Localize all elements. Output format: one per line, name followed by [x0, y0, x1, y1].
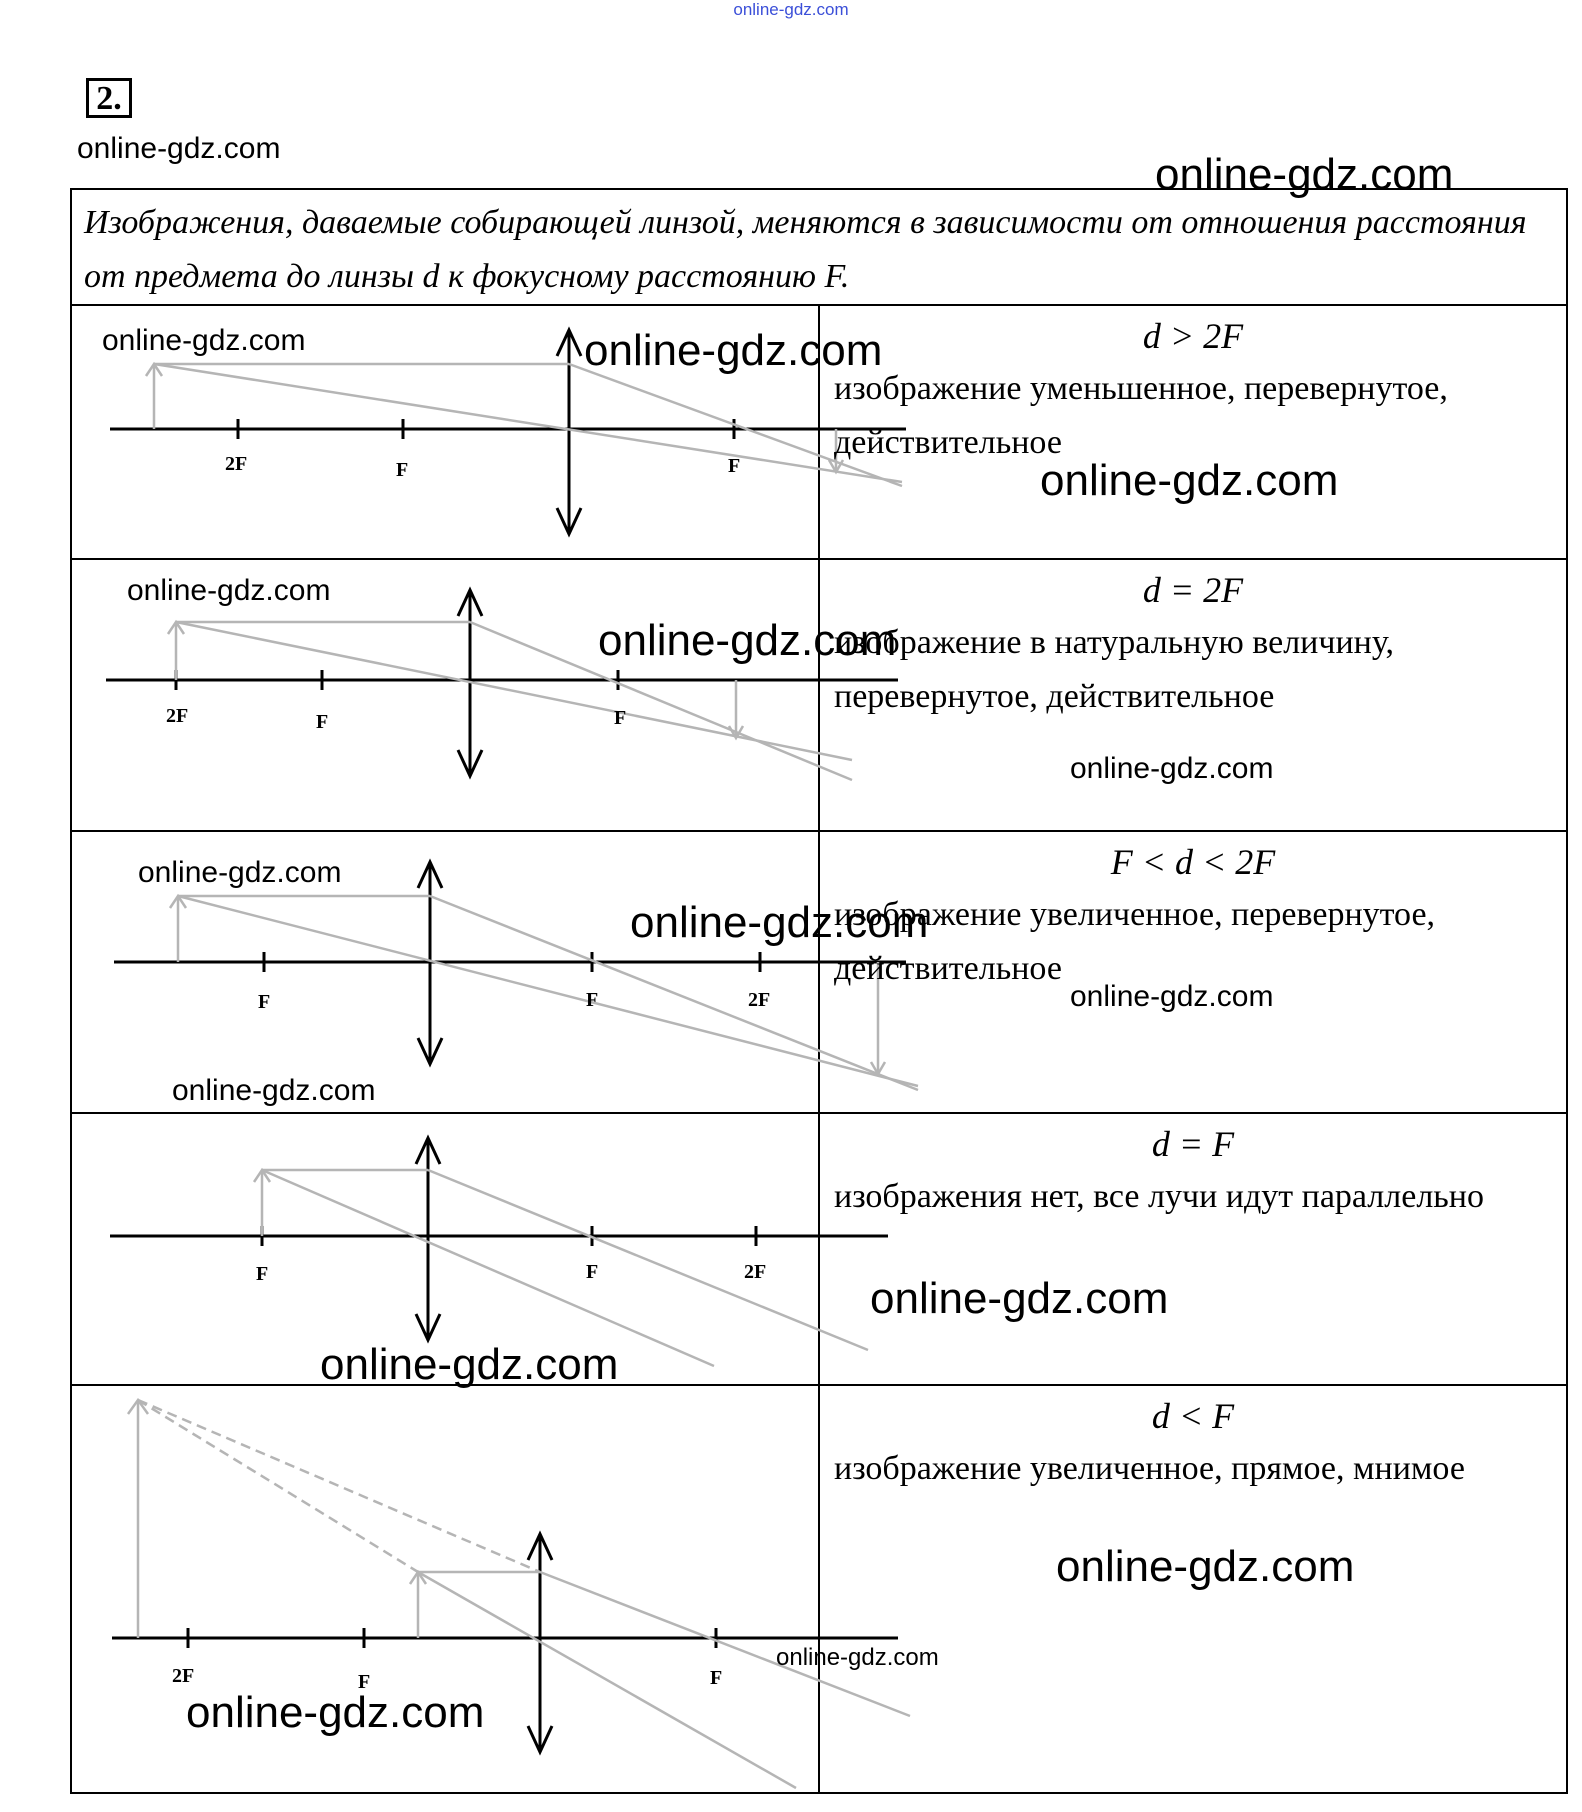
axis-label: F	[710, 1667, 723, 1689]
description-cell	[819, 1385, 1567, 1793]
diagram-cell	[71, 559, 897, 831]
table-row	[71, 559, 1567, 831]
table-row	[71, 305, 1567, 559]
watermark: online-gdz.com	[1070, 752, 1274, 785]
watermark: online-gdz.com	[1070, 980, 1274, 1013]
watermark: online-gdz.com	[320, 1340, 619, 1389]
axis-label: 2F	[172, 1665, 195, 1687]
description-cell	[819, 831, 1567, 1113]
watermark: online-gdz.com	[186, 1688, 485, 1737]
axis-label: F	[258, 991, 271, 1013]
lens-table	[70, 188, 1568, 1794]
watermark: online-gdz.com	[102, 324, 306, 357]
axis-label: F	[614, 707, 627, 729]
description-text: изображение увеличенное, прямое, мнимое	[834, 1450, 1465, 1487]
watermark: online-gdz.com	[77, 132, 281, 165]
condition-label: F < d < 2F	[1110, 842, 1276, 882]
axis-label: F	[396, 459, 409, 481]
axis-label: F	[586, 1261, 599, 1283]
table-row	[71, 831, 1567, 1113]
intro-text: Изображения, даваемые собирающей линзой, меняются в зависимости от отношения расстояния от предмета до линзы d к фокусному расстоянию F.	[71, 189, 1567, 305]
diagram-cell	[71, 1385, 939, 1793]
watermark: online-gdz.com	[870, 1274, 1169, 1323]
axis-label: 2F	[166, 705, 189, 727]
description-text: изображение в натуральную величину, перевернутое, действительное	[834, 624, 1394, 715]
task-number: 2.	[86, 78, 132, 118]
diagram-cell	[71, 305, 883, 559]
watermark: online-gdz.com	[127, 574, 331, 607]
watermark: online-gdz.com	[584, 326, 883, 375]
condition-label: d > 2F	[1142, 316, 1244, 356]
table-row	[71, 1113, 1567, 1385]
diagram-cell	[71, 831, 929, 1113]
axis-label: F	[586, 989, 599, 1011]
description-cell	[819, 559, 1567, 831]
axis-label: F	[256, 1263, 269, 1285]
watermark: online-gdz.com	[1040, 456, 1339, 505]
condition-label: d = F	[1151, 1124, 1235, 1164]
condition-label: d < F	[1151, 1396, 1235, 1436]
table-row	[71, 1385, 1567, 1793]
description-text: изображения нет, все лучи идут параллельно	[834, 1178, 1485, 1215]
watermark: online-gdz.com	[1155, 150, 1454, 199]
description-cell	[819, 1113, 1567, 1385]
watermark: online-gdz.com	[598, 616, 897, 665]
watermark: online-gdz.com	[138, 856, 342, 889]
axis-label: F	[316, 711, 329, 733]
watermark: online-gdz.com	[1056, 1542, 1355, 1591]
axis-label: F	[358, 1671, 371, 1693]
description-text: изображение увеличенное, перевернутое, действительное	[834, 896, 1436, 987]
axis-label: F	[728, 455, 741, 477]
condition-label: d = 2F	[1142, 570, 1244, 610]
description-text: изображение уменьшенное, перевернутое, действительное	[834, 370, 1448, 461]
axis-label: 2F	[744, 1261, 767, 1283]
diagram-cell	[71, 1113, 819, 1389]
watermark-top: online-gdz.com	[733, 0, 849, 19]
axis-label: 2F	[748, 989, 771, 1011]
watermark: online-gdz.com	[776, 1644, 939, 1671]
watermark: online-gdz.com	[172, 1074, 376, 1107]
watermark: online-gdz.com	[630, 898, 929, 947]
axis-label: 2F	[225, 453, 248, 475]
description-cell	[819, 305, 1567, 559]
